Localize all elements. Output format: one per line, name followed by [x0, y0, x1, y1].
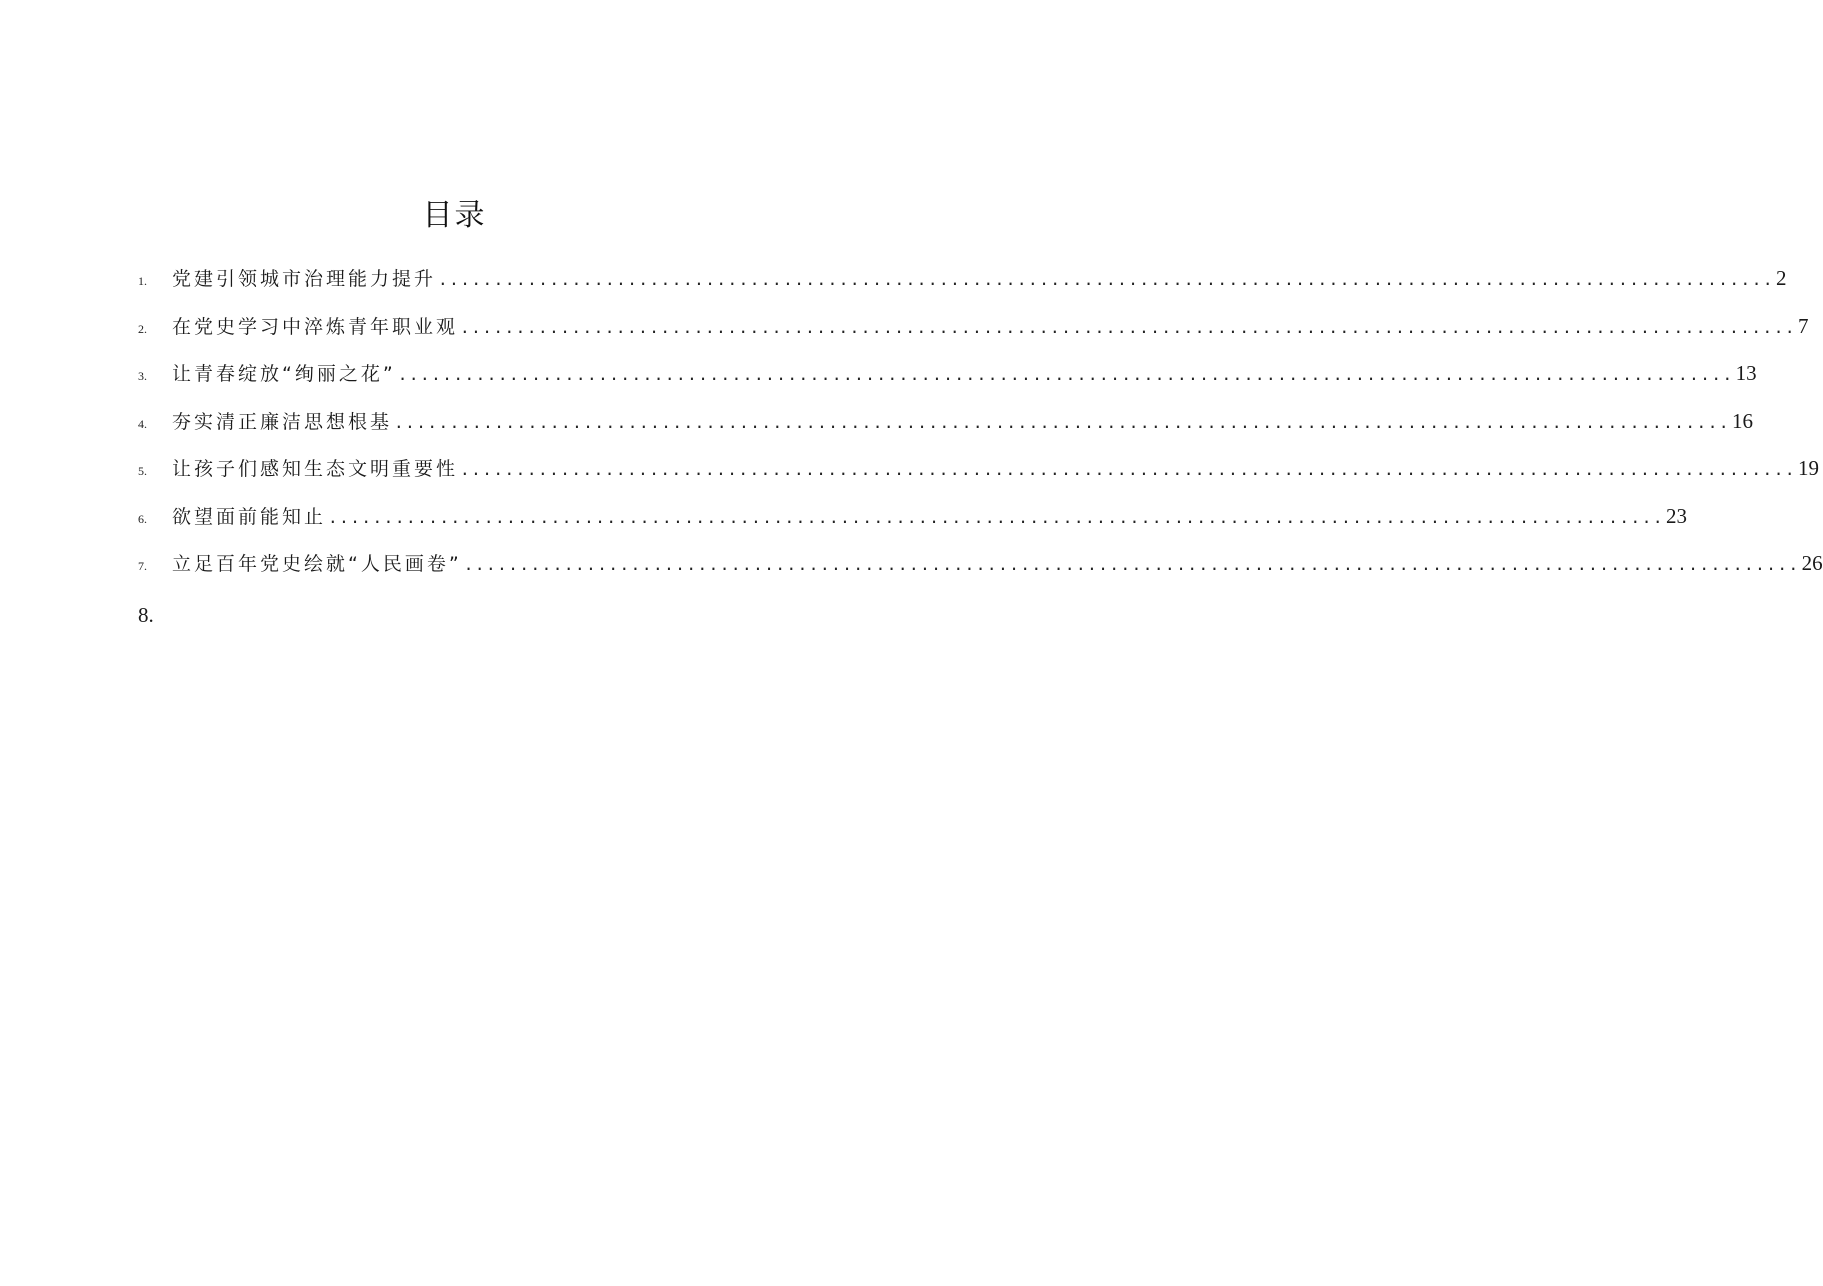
toc-entry-title: 让孩子们感知生态文明重要性 [172, 458, 459, 480]
toc-title: 目录 [422, 198, 487, 233]
toc-entry[interactable] [138, 264, 1787, 312]
toc-entry-page: 2 [1775, 266, 1787, 290]
toc-entry[interactable] [138, 454, 1819, 502]
toc-entry-page: 16 [1731, 408, 1753, 433]
toc-entry-title: 在党史学习中淬炼青年职业观 [172, 315, 459, 338]
toc-entry-number: 6. [138, 511, 147, 526]
toc-entry-number: 2. [138, 321, 147, 336]
toc-entry-number: 5. [138, 464, 147, 478]
toc-entry-title: 立足百年党史绘就“人民画卷” [172, 553, 462, 575]
toc-entry-number: 7. [138, 559, 147, 573]
toc-dot-leader: ........................................................................................................................ [394, 412, 1730, 432]
toc-entry-page: 26 [1801, 551, 1823, 575]
toc-entry[interactable] [138, 549, 1823, 597]
toc-entry[interactable] [138, 502, 1687, 550]
toc-trailing-number: 8. [138, 603, 154, 627]
toc-entry-number: 4. [138, 416, 147, 431]
toc-entry-number: 1. [138, 274, 147, 288]
toc-dot-leader: ........................................................................................................................ [438, 270, 1774, 289]
toc-dot-leader: ........................................................................................................................ [463, 555, 1800, 574]
toc-list [138, 264, 1823, 597]
toc-dot-leader: ........................................................................................................................ [397, 365, 1734, 384]
toc-entry-title: 欲望面前能知止 [172, 505, 327, 528]
toc-entry[interactable] [138, 312, 1809, 360]
toc-entry-title: 党建引领城市治理能力提升 [172, 268, 437, 290]
toc-entry-page: 23 [1665, 503, 1687, 528]
toc-entry-title: 夯实清正廉洁思想根基 [172, 410, 393, 433]
toc-dot-leader: ........................................................................................................................ [460, 460, 1796, 479]
toc-entry-title: 让青春绽放“绚丽之花” [172, 363, 396, 385]
toc-entry-page: 7 [1797, 313, 1809, 338]
toc-entry-number: 3. [138, 369, 147, 383]
toc-entry[interactable] [138, 407, 1753, 455]
toc-entry-page: 19 [1797, 456, 1819, 480]
toc-dot-leader: ........................................................................................................................ [328, 507, 1664, 527]
toc-entry-page: 13 [1735, 361, 1757, 385]
toc-entry[interactable] [138, 359, 1757, 407]
toc-dot-leader: ........................................................................................................................ [460, 317, 1796, 337]
